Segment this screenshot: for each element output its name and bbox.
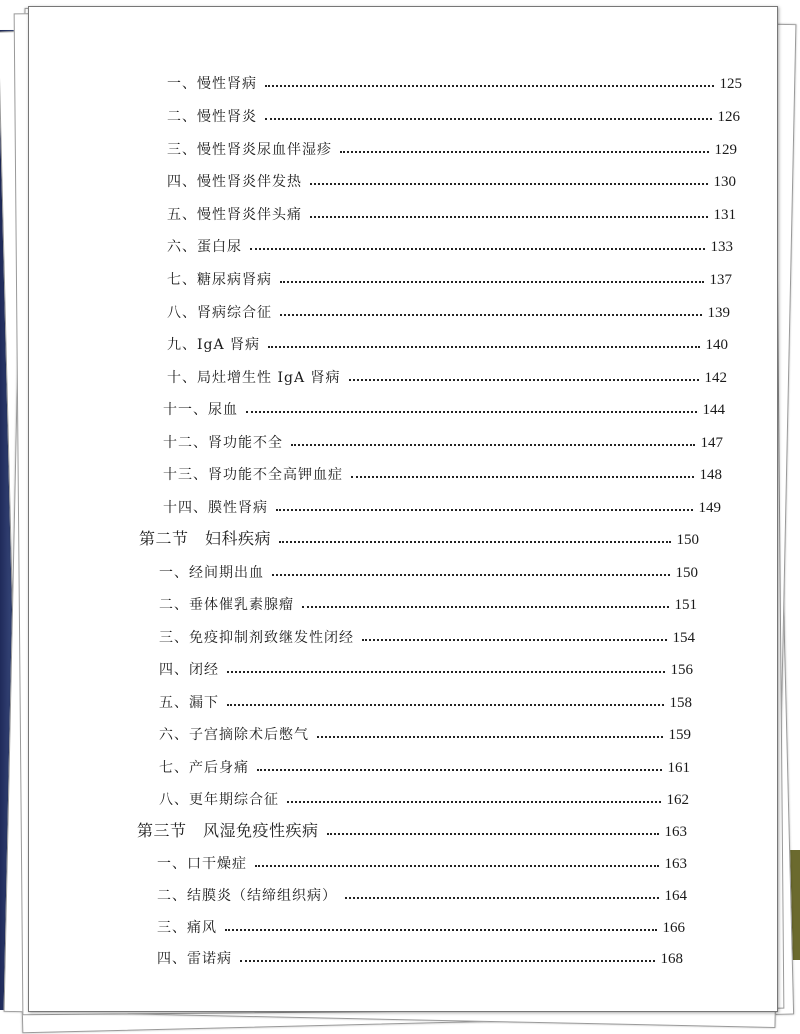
toc-entry-page: 151 bbox=[674, 597, 697, 613]
toc-entry-page: 161 bbox=[667, 760, 690, 776]
dot-leader bbox=[327, 833, 659, 835]
toc-entry-title: 三、免疫抑制剂致继发性闭经 bbox=[159, 630, 354, 646]
dot-leader bbox=[272, 574, 670, 576]
toc-entry-title: 一、经间期出血 bbox=[159, 565, 264, 581]
toc-entry-title: 三、痛风 bbox=[157, 920, 217, 936]
toc-entry-page: 149 bbox=[698, 500, 721, 516]
toc-entry[interactable] bbox=[159, 653, 693, 679]
toc-entry-page: 164 bbox=[664, 888, 687, 904]
dot-leader bbox=[280, 281, 704, 283]
dot-leader bbox=[345, 897, 659, 899]
dot-leader bbox=[268, 346, 699, 348]
toc-entry[interactable] bbox=[163, 458, 722, 484]
toc-entry[interactable] bbox=[159, 783, 689, 809]
toc-entry-title: 十、局灶增生性 IgA 肾病 bbox=[167, 370, 341, 386]
dot-leader bbox=[310, 216, 708, 218]
dot-leader bbox=[317, 736, 663, 738]
toc-entry-title: 一、口干燥症 bbox=[157, 856, 247, 872]
dot-leader bbox=[280, 314, 702, 316]
toc-entry-title: 四、雷诺病 bbox=[157, 951, 232, 967]
toc-entry[interactable] bbox=[167, 361, 727, 387]
toc-entry-page: 166 bbox=[662, 920, 685, 936]
dot-leader bbox=[351, 476, 694, 478]
toc-entry-page: 163 bbox=[664, 824, 687, 840]
toc-page bbox=[28, 6, 778, 1012]
toc-entry-title: 八、更年期综合征 bbox=[159, 792, 279, 808]
toc-section-title: 第二节 妇科疾病 bbox=[139, 529, 272, 548]
toc-entry[interactable] bbox=[159, 751, 690, 777]
dot-leader bbox=[276, 509, 693, 511]
toc-entry-page: 140 bbox=[705, 337, 728, 353]
dot-leader bbox=[265, 85, 714, 87]
toc-entry[interactable] bbox=[159, 686, 692, 712]
toc-entry-page: 159 bbox=[668, 727, 691, 743]
toc-section-title: 第三节 风湿免疫性疾病 bbox=[137, 821, 319, 840]
toc-entry[interactable] bbox=[167, 165, 736, 191]
toc-entry-page: 156 bbox=[670, 662, 693, 678]
table-of-contents bbox=[29, 7, 777, 1011]
toc-entry-title: 五、慢性肾炎伴头痛 bbox=[167, 207, 302, 223]
toc-entry[interactable] bbox=[159, 556, 698, 582]
toc-entry-title: 一、慢性肾病 bbox=[167, 76, 257, 92]
toc-entry-title: 五、漏下 bbox=[159, 695, 219, 711]
toc-entry[interactable] bbox=[167, 100, 740, 126]
toc-entry-page: 129 bbox=[714, 142, 737, 158]
dot-leader bbox=[310, 183, 708, 185]
toc-section-heading[interactable] bbox=[137, 815, 687, 841]
toc-entry-title: 四、慢性肾炎伴发热 bbox=[167, 174, 302, 190]
toc-entry-page: 148 bbox=[699, 467, 722, 483]
toc-entry[interactable] bbox=[157, 847, 687, 873]
dot-leader bbox=[246, 411, 697, 413]
toc-entry-page: 139 bbox=[707, 305, 730, 321]
dot-leader bbox=[340, 151, 709, 153]
toc-entry[interactable] bbox=[167, 328, 728, 354]
toc-entry-page: 147 bbox=[700, 435, 723, 451]
toc-entry[interactable] bbox=[167, 198, 736, 224]
toc-entry-title: 十三、肾功能不全高钾血症 bbox=[163, 467, 343, 483]
toc-entry[interactable] bbox=[157, 879, 687, 905]
toc-entry[interactable] bbox=[167, 263, 732, 289]
toc-entry-page: 158 bbox=[669, 695, 692, 711]
toc-entry-title: 二、结膜炎（结缔组织病） bbox=[157, 888, 337, 904]
toc-entry-title: 二、垂体催乳素腺瘤 bbox=[159, 597, 294, 613]
toc-entry-title: 十四、膜性肾病 bbox=[163, 500, 268, 516]
toc-entry-title: 十一、尿血 bbox=[163, 402, 238, 418]
dot-leader bbox=[257, 769, 662, 771]
toc-entry[interactable] bbox=[159, 588, 697, 614]
toc-entry[interactable] bbox=[167, 296, 730, 322]
dot-leader bbox=[225, 929, 657, 931]
toc-entry-title: 六、蛋白尿 bbox=[167, 239, 242, 255]
toc-entry-page: 163 bbox=[664, 856, 687, 872]
dot-leader bbox=[240, 960, 655, 962]
toc-entry[interactable] bbox=[159, 621, 695, 647]
toc-entry-title: 七、产后身痛 bbox=[159, 760, 249, 776]
dot-leader bbox=[279, 541, 670, 543]
dot-leader bbox=[287, 801, 661, 803]
dot-leader bbox=[265, 118, 712, 120]
toc-entry[interactable] bbox=[159, 718, 691, 744]
toc-entry[interactable] bbox=[157, 942, 683, 968]
dot-leader bbox=[291, 444, 695, 446]
toc-entry-page: 168 bbox=[660, 951, 683, 967]
dot-leader bbox=[255, 865, 659, 867]
dot-leader bbox=[227, 671, 665, 673]
toc-entry-page: 137 bbox=[709, 272, 732, 288]
dot-leader bbox=[362, 639, 667, 641]
toc-entry[interactable] bbox=[167, 133, 737, 159]
toc-entry-page: 131 bbox=[713, 207, 736, 223]
toc-entry-page: 150 bbox=[675, 565, 698, 581]
toc-entry-title: 七、糖尿病肾病 bbox=[167, 272, 272, 288]
toc-entry-page: 150 bbox=[676, 532, 699, 548]
dot-leader bbox=[250, 248, 705, 250]
toc-entry-title: 三、慢性肾炎尿血伴湿疹 bbox=[167, 142, 332, 158]
toc-entry[interactable] bbox=[157, 911, 685, 937]
toc-entry[interactable] bbox=[163, 393, 725, 419]
toc-entry-page: 142 bbox=[704, 370, 727, 386]
toc-section-heading[interactable] bbox=[139, 523, 699, 549]
dot-leader bbox=[349, 379, 699, 381]
toc-entry-page: 162 bbox=[666, 792, 689, 808]
toc-entry[interactable] bbox=[167, 230, 733, 256]
toc-entry[interactable] bbox=[163, 426, 723, 452]
toc-entry-title: 八、肾病综合征 bbox=[167, 305, 272, 321]
toc-entry-title: 四、闭经 bbox=[159, 662, 219, 678]
toc-entry-page: 130 bbox=[713, 174, 736, 190]
toc-entry-title: 九、IgA 肾病 bbox=[167, 337, 261, 353]
toc-entry[interactable] bbox=[163, 491, 721, 517]
toc-entry-page: 133 bbox=[710, 239, 733, 255]
toc-entry-page: 154 bbox=[672, 630, 695, 646]
toc-entry[interactable] bbox=[167, 67, 742, 93]
dot-leader bbox=[302, 606, 669, 608]
toc-entry-page: 125 bbox=[719, 76, 742, 92]
dot-leader bbox=[227, 704, 664, 706]
toc-entry-title: 十二、肾功能不全 bbox=[163, 435, 283, 451]
toc-entry-page: 144 bbox=[702, 402, 725, 418]
toc-entry-title: 二、慢性肾炎 bbox=[167, 109, 257, 125]
toc-entry-page: 126 bbox=[717, 109, 740, 125]
toc-entry-title: 六、子宫摘除术后憋气 bbox=[159, 727, 309, 743]
